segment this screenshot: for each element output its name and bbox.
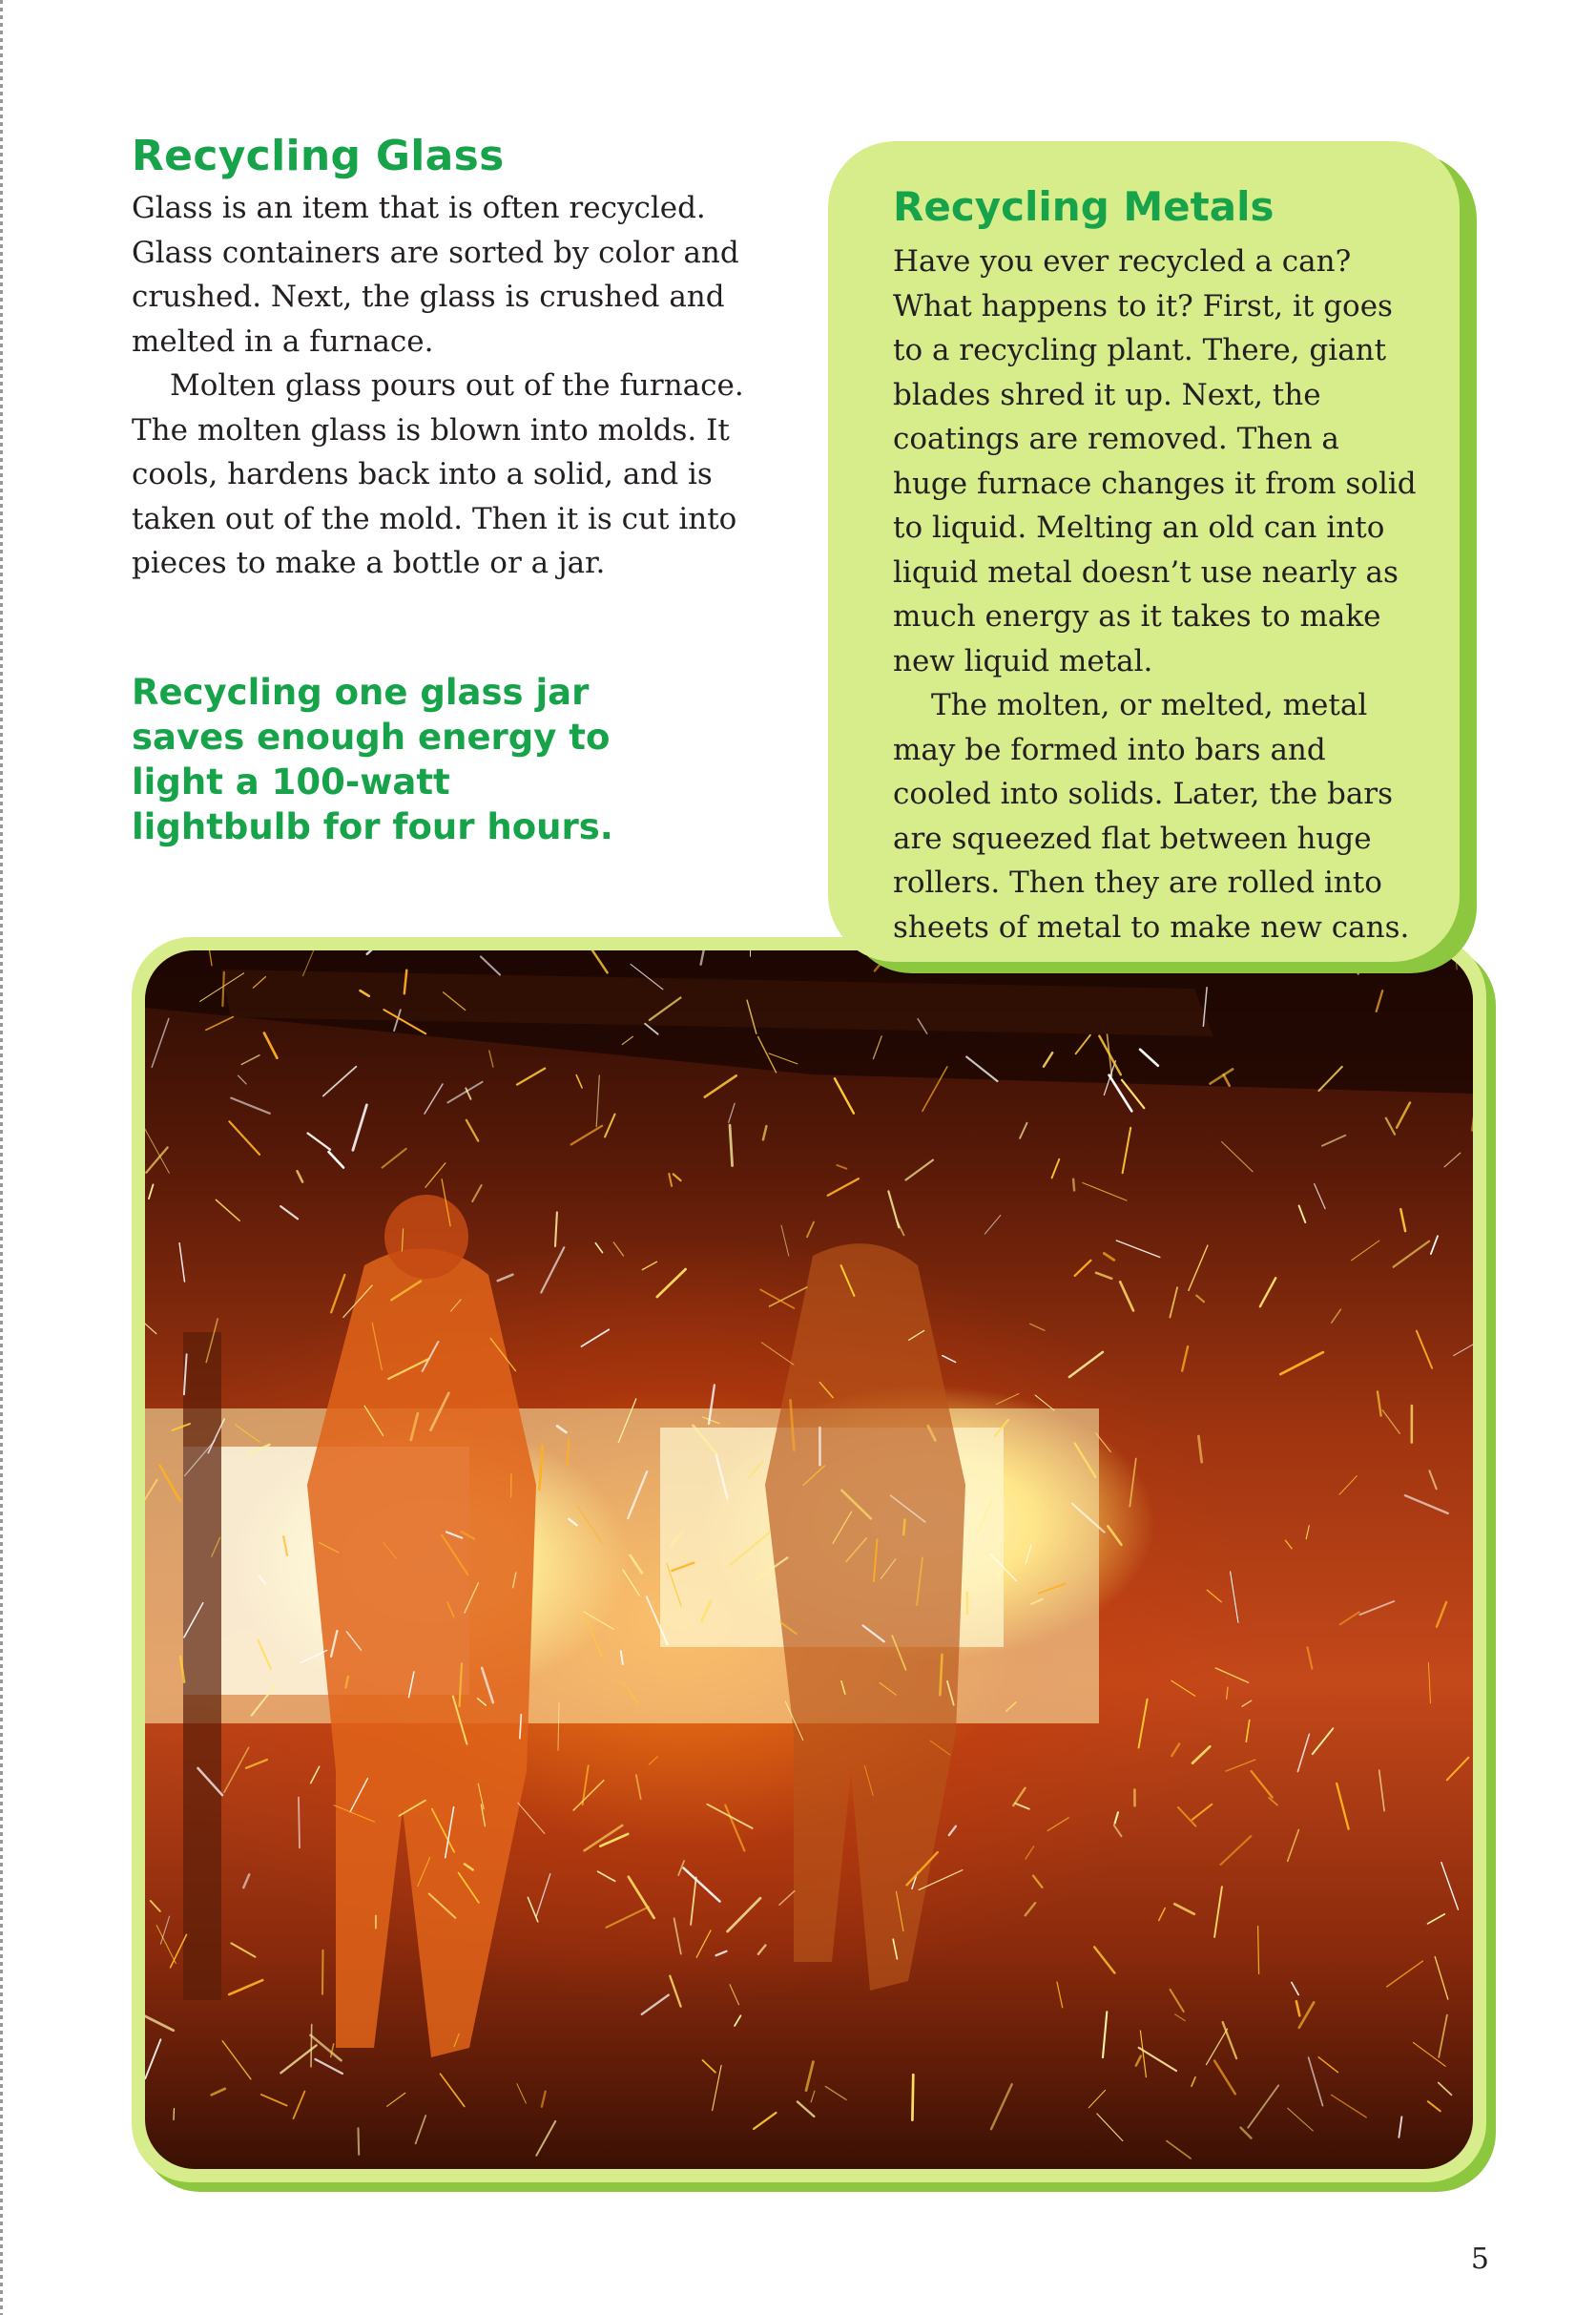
spark-streak xyxy=(1313,1728,1334,1754)
spark-streak xyxy=(684,1868,720,1902)
spark-streak xyxy=(1382,1410,1399,1433)
spark-streak xyxy=(528,1897,537,1921)
spark-streak xyxy=(149,1184,154,1199)
spark-streak xyxy=(241,1055,259,1065)
spark-streak xyxy=(906,1160,934,1180)
worker-left-silhouette xyxy=(307,1248,536,2057)
spark-streak xyxy=(246,1760,267,1768)
spark-streak xyxy=(573,1781,604,1810)
spark-streak xyxy=(536,1874,550,1917)
spark-streak xyxy=(383,1149,406,1168)
spark-streak xyxy=(1299,2002,1314,2027)
spark-streak xyxy=(582,1329,610,1346)
spark-streak xyxy=(760,1290,794,1308)
spark-streak xyxy=(1057,1982,1063,2008)
spark-streak xyxy=(1428,1662,1430,1702)
spark-streak xyxy=(1035,1395,1054,1410)
spark-streak xyxy=(642,1995,669,2014)
spark-streak xyxy=(1088,2090,1105,2107)
spark-streak xyxy=(1400,1209,1405,1231)
spark-streak xyxy=(160,1916,169,1944)
spark-streak xyxy=(1198,1436,1201,1462)
spark-streak xyxy=(555,1212,557,1246)
spark-streak xyxy=(825,2086,846,2099)
spark-streak xyxy=(1083,1183,1127,1201)
spark-streak xyxy=(779,1891,795,1906)
spark-streak xyxy=(1192,2077,1195,2086)
spark-streak xyxy=(1167,2141,1191,2159)
spark-streak xyxy=(1104,1253,1114,1260)
spark-streak xyxy=(1246,1721,1249,1742)
spark-streak xyxy=(229,1121,259,1155)
spark-streak xyxy=(1215,1668,1248,1682)
spark-streak xyxy=(353,1105,367,1150)
spark-streak xyxy=(231,1098,269,1114)
spark-streak xyxy=(1435,1957,1448,2000)
spark-streak xyxy=(730,1125,733,1166)
spark-streak xyxy=(517,1069,545,1085)
spark-streak xyxy=(1260,1278,1275,1306)
spark-streak xyxy=(1214,2061,1235,2095)
spark-streak xyxy=(231,1943,255,1956)
spark-streak xyxy=(1171,1680,1195,1696)
spark-streak xyxy=(1140,2031,1146,2077)
spark-streak xyxy=(536,2121,555,2156)
spark-streak xyxy=(323,1067,357,1096)
spark-streak xyxy=(629,1877,654,1918)
spark-streak xyxy=(807,1222,814,1238)
spark-streak xyxy=(1189,1245,1208,1290)
spark-streak xyxy=(145,2039,160,2078)
spark-streak xyxy=(1047,1818,1068,1831)
spark-streak xyxy=(1075,1261,1091,1276)
spark-streak xyxy=(1386,1118,1395,1135)
spark-streak xyxy=(1103,2012,1107,2057)
spark-streak xyxy=(903,1520,904,1535)
spark-streak xyxy=(1108,1526,1121,1545)
spark-streak xyxy=(542,2092,546,2107)
spark-streak xyxy=(466,1120,478,1141)
spark-streak xyxy=(1387,1961,1423,1987)
spark-streak xyxy=(238,1075,247,1084)
page-spine-line xyxy=(0,0,3,2315)
recycling-glass-section xyxy=(132,132,752,586)
spark-streak xyxy=(758,1946,766,1954)
spark-streak xyxy=(571,1126,602,1145)
spark-streak xyxy=(1472,1099,1473,1131)
spark-streak xyxy=(517,2084,527,2103)
spark-streak xyxy=(1171,1744,1179,1757)
spark-streak xyxy=(1340,1612,1359,1624)
spark-streak xyxy=(1258,1927,1259,1974)
spark-streak xyxy=(949,1826,956,1835)
recycling-glass-title: Recycling Glass xyxy=(132,132,505,180)
spark-streak xyxy=(761,1343,794,1365)
spark-streak xyxy=(294,2092,305,2119)
spark-streak xyxy=(1285,1540,1292,1549)
glass-paragraph-2: Molten glass pours out of the furnace. The molten glass is blown into molds. It cools, hardens back into a solid, and is taken out of the mold. Then it is cut into pieces to make a bottle or a jar. xyxy=(132,368,744,580)
spark-streak xyxy=(1015,1804,1029,1809)
spark-streak xyxy=(1026,1846,1034,1859)
spark-streak xyxy=(1399,2117,1401,2138)
spark-streak xyxy=(835,1078,854,1113)
spark-streak xyxy=(152,1018,169,1067)
recycling-metals-box xyxy=(828,141,1460,962)
spark-streak xyxy=(311,2025,312,2067)
spark-streak xyxy=(1429,1470,1436,1489)
spark-streak xyxy=(1221,1836,1252,1865)
spark-streak xyxy=(145,1303,156,1334)
spark-streak xyxy=(264,1033,278,1058)
spark-streak xyxy=(1332,1309,1341,1323)
spark-streak xyxy=(991,2084,1012,2129)
spark-streak xyxy=(728,1898,760,1931)
spark-streak xyxy=(605,1115,614,1137)
spark-streak xyxy=(912,2075,913,2119)
spark-streak xyxy=(1096,1273,1111,1279)
spark-streak xyxy=(222,2041,251,2079)
sparks-overlay xyxy=(145,950,1473,2169)
spark-streak xyxy=(1296,2001,1299,2015)
spark-streak xyxy=(1309,2057,1323,2105)
spark-streak xyxy=(996,1394,1019,1405)
side-pipe xyxy=(183,1332,221,2000)
spark-streak xyxy=(716,1951,727,1955)
spark-streak xyxy=(498,1275,513,1282)
spark-streak xyxy=(145,2013,174,2031)
spark-streak xyxy=(735,2015,740,2026)
glass-paragraph-1: Glass is an item that is often recycled. Glass containers are sorted by color and crushed. Next, the glass is crushed and melted in a furnace. xyxy=(132,191,739,359)
spark-streak xyxy=(1242,1700,1252,1706)
spark-streak xyxy=(1073,1179,1074,1191)
spark-streak xyxy=(1120,1282,1133,1310)
spark-streak xyxy=(1192,1746,1210,1762)
spark-streak xyxy=(1196,1296,1204,1303)
spark-streak xyxy=(212,2089,225,2095)
spark-streak xyxy=(811,2091,815,2102)
spark-streak xyxy=(425,1084,443,1114)
spark-streak xyxy=(489,1051,493,1067)
spark-streak xyxy=(1337,1783,1348,1829)
spark-streak xyxy=(705,1075,736,1096)
spark-streak xyxy=(1352,1241,1379,1261)
spark-streak xyxy=(598,1871,615,1881)
spark-streak xyxy=(1292,1983,1298,1995)
spark-streak xyxy=(1288,2108,1314,2131)
spark-streak xyxy=(1378,1391,1381,1415)
spark-streak xyxy=(1441,1863,1459,1910)
spark-streak xyxy=(472,1185,482,1201)
spark-streak xyxy=(216,1199,239,1220)
spark-streak xyxy=(1297,1734,1309,1771)
worker-right-silhouette xyxy=(765,1243,965,1991)
spark-streak xyxy=(888,1191,899,1227)
spark-streak xyxy=(1020,1123,1026,1138)
spark-streak xyxy=(1094,1947,1114,1972)
spark-streak xyxy=(607,1907,649,1927)
spark-streak xyxy=(311,1766,320,1783)
spark-streak xyxy=(1030,1324,1045,1330)
spark-streak xyxy=(1405,1495,1448,1513)
worker-left-helmet xyxy=(384,1195,468,1279)
spark-streak xyxy=(298,1171,303,1181)
spark-streak xyxy=(308,1134,330,1150)
spark-streak xyxy=(1248,2085,1278,2127)
spark-streak xyxy=(1170,1287,1177,1317)
spark-streak xyxy=(642,1262,656,1269)
spark-streak xyxy=(1315,1184,1325,1209)
spark-streak xyxy=(1171,1990,1184,2012)
spark-streak xyxy=(243,1874,249,1887)
spark-streak xyxy=(707,1804,752,1828)
spark-streak xyxy=(985,1216,1001,1235)
spark-streak xyxy=(1174,1904,1194,1914)
spark-streak xyxy=(331,1275,344,1312)
spark-streak xyxy=(943,1356,956,1363)
spark-streak xyxy=(1123,1128,1131,1174)
spark-streak xyxy=(416,2116,426,2143)
metals-paragraph-2: The molten, or melted, metal may be formed into bars and cooled into solids. Later, the bars are squeezed flat between huge rollers. Then they are rolled into sheets of metal to make new cans. xyxy=(893,688,1410,945)
spark-streak xyxy=(1308,1647,1313,1668)
spark-streak xyxy=(1223,2022,1236,2058)
spark-streak xyxy=(828,1178,859,1196)
photo-frame xyxy=(132,937,1486,2182)
spark-streak xyxy=(1222,1142,1254,1172)
spark-streak xyxy=(1394,1241,1430,1267)
spark-streak xyxy=(1175,2014,1186,2021)
spark-streak xyxy=(1214,1887,1222,1937)
spark-streak xyxy=(441,2074,465,2106)
spark-streak xyxy=(1052,1159,1060,1178)
spark-streak xyxy=(781,1225,789,1256)
spark-streak xyxy=(206,1017,233,1031)
spark-streak xyxy=(1159,1908,1166,1921)
spark-streak xyxy=(280,1206,298,1219)
spark-streak xyxy=(1192,1804,1213,1820)
spark-streak xyxy=(1428,2101,1441,2111)
spark-streak xyxy=(316,2059,342,2074)
spark-streak xyxy=(1097,2114,1123,2141)
spark-streak xyxy=(1280,1352,1323,1374)
page-number: 5 xyxy=(1470,2242,1489,2276)
spark-streak xyxy=(1116,1241,1160,1258)
spark-streak xyxy=(1182,1346,1188,1370)
spark-streak xyxy=(1114,1825,1122,1837)
spark-streak xyxy=(1178,1807,1195,1826)
spark-streak xyxy=(359,2128,360,2155)
spark-streak xyxy=(261,2095,287,2106)
spark-streak xyxy=(322,1950,323,1994)
spark-streak xyxy=(1431,1236,1438,1254)
spark-streak xyxy=(806,2062,813,2091)
spark-streak xyxy=(447,1082,482,1103)
spark-streak xyxy=(1299,1206,1306,1223)
spark-streak xyxy=(1231,1572,1238,1622)
spark-streak xyxy=(691,1877,696,1925)
spark-streak xyxy=(1207,2029,1228,2064)
spark-streak xyxy=(730,1985,739,2005)
spark-streak xyxy=(299,1798,300,1848)
spark-streak xyxy=(713,2065,722,2110)
spark-streak xyxy=(1397,1103,1410,1128)
spark-streak xyxy=(1207,1590,1221,1602)
spark-streak xyxy=(518,1803,545,1833)
spark-streak xyxy=(224,1747,249,1792)
spark-streak xyxy=(1139,1700,1148,1748)
spark-streak xyxy=(1444,1153,1461,1167)
spark-streak xyxy=(670,1976,680,2007)
spark-streak xyxy=(1447,1758,1469,1781)
spark-streak xyxy=(613,1242,623,1256)
spark-streak xyxy=(669,1174,672,1186)
spark-streak xyxy=(229,1980,262,1994)
spark-streak xyxy=(1454,1343,1473,1356)
spark-streak xyxy=(151,1901,160,1911)
spark-streak xyxy=(1379,1770,1384,1811)
spark-streak xyxy=(1026,1903,1035,1915)
spark-streak xyxy=(1339,1476,1357,1494)
spark-streak xyxy=(674,1174,681,1180)
spark-streak xyxy=(1241,2128,1252,2138)
spark-streak xyxy=(837,1165,846,1169)
spark-streak xyxy=(703,2060,715,2073)
spark-streak xyxy=(576,1075,582,1088)
spark-streak xyxy=(156,1926,176,1964)
spark-streak xyxy=(798,2102,814,2117)
spark-streak xyxy=(387,2093,405,2106)
spark-streak xyxy=(725,1805,744,1851)
spark-streak xyxy=(1227,1687,1228,1699)
spark-streak xyxy=(674,1918,681,1953)
spark-streak xyxy=(636,1775,641,1799)
spark-streak xyxy=(1306,1526,1309,1539)
spark-streak xyxy=(1428,1914,1445,1924)
spark-streak xyxy=(1069,1352,1103,1377)
spark-streak xyxy=(1318,2057,1337,2073)
spark-streak xyxy=(329,1152,343,1167)
spark-streak xyxy=(174,2109,175,2120)
spark-streak xyxy=(657,1269,686,1297)
spark-streak xyxy=(595,1243,602,1253)
spark-streak xyxy=(222,972,223,1006)
spark-streak xyxy=(1288,1830,1299,1862)
spark-streak xyxy=(541,1247,564,1292)
spark-streak xyxy=(1439,2015,1447,2057)
spark-streak xyxy=(596,1075,599,1127)
spark-streak xyxy=(1332,2095,1367,2117)
energy-fact-callout: Recycling one glass jar saves enough energy to light a 100-watt lightbulb for four hours. xyxy=(132,672,613,847)
molten-metal-sparks-photo xyxy=(145,950,1473,2169)
spark-streak xyxy=(1033,1876,1042,1887)
spark-streak xyxy=(179,1243,184,1282)
spark-streak xyxy=(696,1930,711,1957)
spark-streak xyxy=(1252,1771,1273,1797)
spark-streak xyxy=(1130,1459,1136,1507)
recycling-metals-title: Recycling Metals xyxy=(893,183,1275,230)
spark-streak xyxy=(967,1593,968,1615)
spark-streak xyxy=(1136,2056,1141,2066)
metals-paragraph-1: Have you ever recycled a can? What happens to it? First, it goes to a recycling plant. There, giant blades shred it up. Next, the coatings are removed. Then a huge furnace changes it from solid to liquid. Melting an old can into liquid metal doesn’t use nearly as much energy as it takes to make new liquid metal. xyxy=(893,244,1417,678)
spark-streak xyxy=(754,2113,776,2129)
spark-streak xyxy=(1013,1788,1025,1805)
spark-streak xyxy=(1439,2083,1452,2096)
spark-streak xyxy=(1417,1331,1432,1368)
spark-streak xyxy=(1322,1136,1345,1146)
spark-streak xyxy=(1269,1798,1277,1805)
spark-streak xyxy=(1226,1760,1255,1771)
spark-streak xyxy=(1115,1812,1118,1824)
spark-streak xyxy=(1437,1602,1446,1627)
spark-streak xyxy=(649,1757,657,1764)
spark-streak xyxy=(1122,1080,1144,1108)
spark-streak xyxy=(763,1126,767,1139)
spark-streak xyxy=(1359,1601,1394,1615)
spark-streak xyxy=(729,1103,735,1122)
